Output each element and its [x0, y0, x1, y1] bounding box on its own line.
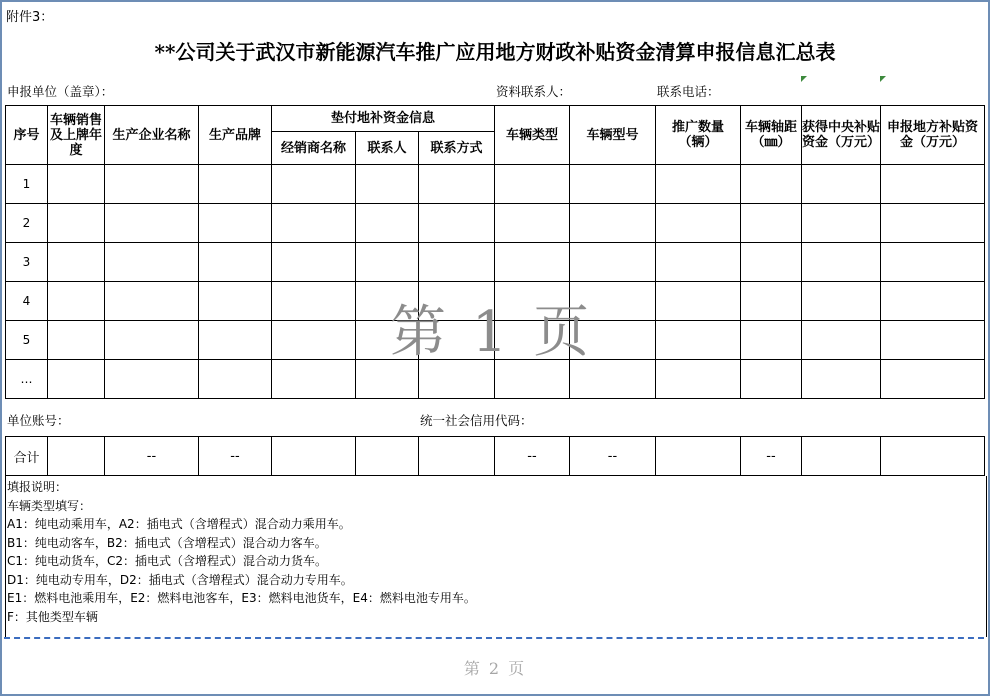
notes-line: C1：纯电动货车，C2：插电式（含增程式）混合动力货车。 [7, 554, 328, 568]
table-cell[interactable] [881, 204, 985, 243]
total-dash: -- [570, 437, 656, 476]
table-row [6, 243, 985, 282]
notes-line: F：其他类型车辆 [7, 609, 98, 624]
total-label: 合计 [6, 437, 48, 476]
table-row [6, 165, 985, 204]
total-cell[interactable] [419, 437, 495, 476]
notes-line: D1：纯电动专用车，D2：插电式（含增程式）混合动力专用车。 [7, 572, 353, 587]
table-cell[interactable] [199, 243, 272, 282]
total-dash: -- [199, 437, 272, 476]
header-quantity: 推广数量（辆） [656, 106, 741, 165]
table-cell[interactable] [656, 204, 741, 243]
table-cell[interactable] [570, 165, 656, 204]
account-label: 单位账号： [7, 413, 70, 428]
header-contact: 联系人 [356, 132, 419, 165]
table-row [6, 204, 985, 243]
applicant-label: 申报单位（盖章）： [7, 84, 114, 99]
table-cell[interactable] [495, 165, 570, 204]
table-cell[interactable] [570, 243, 656, 282]
total-dash: -- [741, 437, 802, 476]
table-cell[interactable] [356, 204, 419, 243]
table-cell[interactable] [419, 243, 495, 282]
table-cell[interactable] [656, 321, 741, 360]
notes-line: 车辆类型填写： [7, 498, 92, 513]
attachment-label: 附件3： [6, 10, 54, 25]
table-cell[interactable] [656, 360, 741, 399]
table-cell[interactable] [356, 165, 419, 204]
table-cell[interactable] [741, 321, 802, 360]
header-advance-group: 垫付地补资金信息 [272, 106, 495, 132]
row-number: 5 [6, 321, 48, 360]
table-cell[interactable] [105, 204, 199, 243]
header-dealer: 经销商名称 [272, 132, 356, 165]
total-cell[interactable] [48, 437, 105, 476]
table-cell[interactable] [272, 321, 356, 360]
notes-section [7, 478, 476, 626]
table-cell[interactable] [356, 243, 419, 282]
notes-line: B1：纯电动客车，B2：插电式（含增程式）混合动力客车。 [7, 535, 327, 550]
header-brand: 生产品牌 [199, 106, 272, 165]
header-sale-year: 车辆销售及上牌年度 [48, 106, 105, 165]
header-central-subsidy: 获得中央补贴资金（万元） [802, 106, 881, 165]
table-cell[interactable] [802, 243, 881, 282]
total-cell[interactable] [356, 437, 419, 476]
table-cell[interactable] [105, 243, 199, 282]
table-cell[interactable] [570, 204, 656, 243]
table-cell[interactable] [48, 282, 105, 321]
table-cell[interactable] [802, 204, 881, 243]
table-cell[interactable] [199, 204, 272, 243]
row-number: 2 [6, 204, 48, 243]
table-cell[interactable] [802, 165, 881, 204]
table-cell[interactable] [105, 360, 199, 399]
table-cell[interactable] [741, 360, 802, 399]
table-cell[interactable] [802, 282, 881, 321]
table-cell[interactable] [495, 243, 570, 282]
table-cell[interactable] [656, 243, 741, 282]
table-cell[interactable] [881, 243, 985, 282]
table-cell[interactable] [802, 360, 881, 399]
row-number: 1 [6, 165, 48, 204]
cell-comment-marker [880, 76, 886, 82]
table-cell[interactable] [48, 360, 105, 399]
table-cell[interactable] [802, 321, 881, 360]
table-cell[interactable] [272, 282, 356, 321]
table-cell[interactable] [881, 165, 985, 204]
table-cell[interactable] [105, 282, 199, 321]
notes-line: E1：燃料电池乘用车，E2：燃料电池客车，E3：燃料电池货车，E4：燃料电池专用车。 [7, 591, 476, 605]
table-cell[interactable] [419, 204, 495, 243]
table-cell[interactable] [272, 165, 356, 204]
table-cell[interactable] [881, 321, 985, 360]
table-cell[interactable] [881, 360, 985, 399]
table-cell[interactable] [48, 321, 105, 360]
total-dash: -- [495, 437, 570, 476]
total-cell[interactable] [802, 437, 881, 476]
table-cell[interactable] [48, 243, 105, 282]
table-cell[interactable] [272, 243, 356, 282]
table-cell[interactable] [741, 165, 802, 204]
total-cell[interactable] [656, 437, 741, 476]
table-cell[interactable] [105, 321, 199, 360]
table-cell[interactable] [495, 204, 570, 243]
table-cell[interactable] [741, 204, 802, 243]
header-manufacturer: 生产企业名称 [105, 106, 199, 165]
header-seq: 序号 [6, 106, 48, 165]
table-cell[interactable] [105, 165, 199, 204]
table-cell[interactable] [656, 282, 741, 321]
header-local-subsidy: 申报地方补贴资金（万元） [881, 106, 985, 165]
total-cell[interactable] [272, 437, 356, 476]
table-cell[interactable] [656, 165, 741, 204]
phone-label: 联系电话： [657, 84, 720, 99]
notes-heading: 填报说明： [7, 480, 68, 494]
row-number: 4 [6, 282, 48, 321]
header-vehicle-model: 车辆型号 [570, 106, 656, 165]
page-title: **公司关于武汉市新能源汽车推广应用地方财政补贴资金清算申报信息汇总表 [154, 40, 836, 64]
total-dash: -- [105, 437, 199, 476]
header-wheelbase: 车辆轴距（㎜） [741, 106, 802, 165]
table-cell[interactable] [48, 165, 105, 204]
notes-line: A1：纯电动乘用车，A2：插电式（含增程式）混合动力乘用车。 [7, 517, 351, 531]
page-1-watermark: 第 1 页 [390, 300, 594, 365]
table-cell[interactable] [272, 360, 356, 399]
credit-code-label: 统一社会信用代码： [420, 413, 533, 428]
total-cell[interactable] [881, 437, 985, 476]
header-vehicle-type: 车辆类型 [495, 106, 570, 165]
page-2-watermark: 第 2 页 [463, 659, 527, 678]
table-cell[interactable] [272, 204, 356, 243]
table-cell[interactable] [419, 165, 495, 204]
header-contact-method: 联系方式 [419, 132, 495, 165]
table-cell[interactable] [48, 204, 105, 243]
page-break-line [4, 637, 984, 639]
table-cell[interactable] [741, 243, 802, 282]
table-cell[interactable] [741, 282, 802, 321]
table-cell[interactable] [199, 282, 272, 321]
table-cell[interactable] [199, 360, 272, 399]
row-number: 3 [6, 243, 48, 282]
row-number: … [6, 360, 48, 399]
table-cell[interactable] [199, 165, 272, 204]
table-cell[interactable] [881, 282, 985, 321]
contact-person-label: 资料联系人： [496, 84, 572, 99]
table-cell[interactable] [199, 321, 272, 360]
cell-comment-marker [801, 76, 807, 82]
